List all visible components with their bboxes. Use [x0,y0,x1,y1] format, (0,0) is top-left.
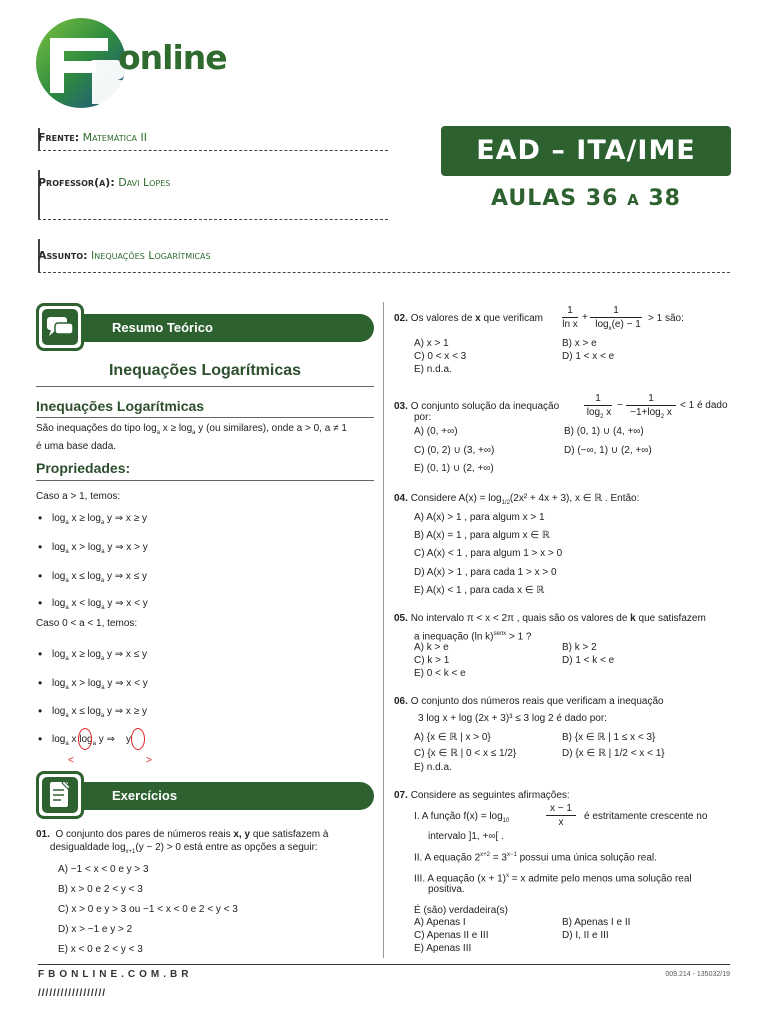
case1-text: Caso a > 1, temos: [36,491,121,502]
q06-option-b: B) {x ∈ ℝ | 1 ≤ x < 3} [562,732,656,743]
q02-option-c: C) 0 < x < 3 [414,351,467,362]
q05-p2: que satisfazem [638,613,706,624]
q04-p1: Considere A(x) = log [410,493,502,504]
aulas-mid: A [627,191,640,209]
footer-slashes: ////////////////// [38,988,107,999]
red-circle-mark-2 [131,728,145,750]
case2-item-3: • $\log_a x \le \log_a y$ ⇒ x ≥ y [52,705,147,723]
q02-f2d-tail: (e) − 1 [611,319,641,330]
q01-p4: (y − 2) > 0 está entre as opções a seguir: [135,842,318,853]
professor-underline [38,219,388,220]
q03-option-a: A) (0, +∞) [414,426,458,437]
frente-value: Matemática II [82,131,147,144]
q05-option-e: E) 0 < k < e [414,668,466,679]
subtitle-rule [36,417,374,418]
q02-frac1-num: 1 [562,304,578,318]
q07-ii-sup1: x+2 [480,852,491,858]
props-title: Propriedades: [36,460,131,476]
c2-r2: y ⇒ x < y [107,678,148,689]
case2-item-1: • $\log_a x \ge \log_a y$ ⇒ x ≤ y [52,648,147,666]
q04-text [394,492,639,510]
q03-tail: < 1 é dado [680,400,728,411]
resumo-title: Inequações Logarítmicas [108,362,302,379]
q05-option-c: C) k > 1 [414,655,450,666]
frente-label: Frente: [38,131,80,144]
q04-option-e: E) A(x) < 1 , para cada x ∈ ℝ [414,585,545,596]
c2-last-c: log [79,734,93,745]
c1-r1: y ⇒ x ≥ y [107,513,147,524]
q06-option-d: D) {x ∈ ℝ | 1/2 < x < 1} [562,748,665,759]
frente-underline [38,150,388,151]
case2-item-2: • $\log_a x > \log_a y$ ⇒ x < y [52,677,148,695]
red-greater-than: > [146,755,152,766]
q07-i-frac-num: x − 1 [546,802,576,816]
logo-text: online [118,38,227,77]
q07-iii-tail: = x admite pelo menos uma solução real [509,873,692,885]
q03-frac1-num: 1 [584,392,612,406]
intro-text: São inequações do tipo $\log_a x \ge \log_a y$ (ou similares), onde a > 0, a ≠ 1 é uma base dada. [36,423,347,452]
footer-code: 009.214 - 135032/19 [665,971,730,978]
c1-r3: y ⇒ x ≤ y [107,571,147,582]
q05-p3: a inequação (ln k) [414,631,494,643]
q02-p2: que verificam [483,313,543,324]
q03-num: 03. [394,401,408,412]
q07-iii-sup: x [506,873,510,879]
case2-item-4: • $\log_a x$ $\log_a y$ ⇒ y [52,733,131,751]
q03-f1d-a: log [586,407,601,418]
speech-bubble-icon [36,303,84,351]
q03-f2d-a: −1+log [630,407,661,418]
q07-ii-mid: = 3 [490,852,507,864]
q04-option-a: A) A(x) > 1 , para algum x > 1 [414,512,545,523]
footer-rule [38,964,730,965]
q01-bold: x, y [230,829,253,840]
q07-ii [414,849,657,864]
q07-option-b: B) Apenas I e II [562,917,631,928]
q02-frac2-num: 1 [590,304,642,318]
aulas-b: 38 [648,186,681,211]
resumo-subtitle: Inequações Logarítmicas [36,398,205,414]
q05-p1: No intervalo π < x < 2π , quais são os valores de [410,613,628,624]
q04-num: 04. [394,493,408,504]
q06-option-a: A) {x ∈ ℝ | x > 0} [414,732,491,743]
q03-frac1-den [584,406,614,424]
q03-f1d-sub: 2 [600,414,604,420]
q06-text [394,695,664,708]
c2-i2: x > log [71,678,102,689]
document-pencil-icon [36,771,84,819]
q07-i-tail: é estritamente crescente no [584,811,708,822]
q01-option-c: C) x > 0 e y > 3 ou −1 < x < 0 e 2 < y < 3 [58,904,238,915]
professor-label: Professor(a): [38,176,115,189]
c2-last-e: y [123,734,132,745]
q07-i-tail2: intervalo ]1, +∞[ . [428,831,504,842]
q04-option-b: B) A(x) = 1 , para algum x ∈ ℝ [414,530,550,541]
q06-option-c: C) {x ∈ ℝ | 0 < x ≤ 1/2} [414,748,517,759]
q03-option-d: D) (−∞, 1) ∪ (2, +∞) [564,445,652,456]
q07-ii-sup2: x−1 [506,852,517,858]
q03-frac2-num: 1 [626,392,676,406]
q02-option-e: E) n.d.a. [414,364,452,375]
c1-i1: x ≥ log [71,513,101,524]
c2-last-b: x [68,734,80,745]
q02-frac1-den: ln x [562,319,578,330]
intro-part4: é uma base dada. [36,441,117,452]
q07-i-sub: 10 [502,818,510,824]
q03-option-c: C) (0, 2) ∪ (3, +∞) [414,445,495,456]
q06-text2: 3 log x + log (2x + 3)³ ≤ 3 log 2 é dado por: [418,713,607,724]
professor-value: Davi Lopes [118,176,171,189]
case1-item-4: • $\log_a x < \log_a y$ ⇒ x < y [52,597,148,615]
q05-option-a: A) k > e [414,642,449,653]
q06-option-e: E) n.d.a. [414,762,452,773]
q01-option-d: D) x > −1 e y > 2 [58,924,133,935]
q02-option-b: B) x > e [562,338,597,349]
footer-url[interactable]: FBONLINE.COM.BR [38,969,193,980]
q03-minus: − [617,400,623,411]
q05-option-b: B) k > 2 [562,642,597,653]
c1-r4: y ⇒ x < y [107,598,148,609]
q07-ii-a: II. A equação 2 [414,852,481,864]
q02-frac2-den [590,318,646,336]
red-circle-mark-1 [78,728,92,750]
intro-part2: x ≥ log [160,423,193,434]
q04-p2: (2x² + 4x + 3), x ∈ ℝ . Então: [509,493,640,504]
q06-num: 06. [394,696,408,707]
q02-f2d-a: log [595,319,609,330]
q07-i-a: I. A função f(x) = log [414,811,503,822]
c2-last-a: log [52,734,66,745]
aulas-a: AULAS 36 [491,186,619,211]
q03-por: por: [414,412,432,423]
q05-option-d: D) 1 < k < e [562,655,615,666]
column-divider [383,302,384,958]
q07-option-d: D) I, II e III [562,930,609,941]
resumo-title-rule [36,386,374,387]
case2-text: Caso 0 < a < 1, temos: [36,618,138,629]
q05-sup: senx [493,631,507,637]
q05-bold: k [627,613,639,624]
c2-r1: y ⇒ x ≤ y [107,649,147,660]
intro-part3: y (ou similares), onde a > 0, a ≠ 1 [195,423,347,434]
q07-ii-tail: possui uma única solução real. [516,852,657,864]
q01-option-a: A) −1 < x < 0 e y > 3 [58,864,149,875]
red-less-than: < [68,755,74,766]
q04-sub: 1/2 [501,500,510,506]
q03-f1d-tail: x [603,407,612,418]
case1-item-3: • $\log_a x \le \log_a y$ ⇒ x ≤ y [52,570,147,588]
q07-option-c: C) Apenas II e III [414,930,489,941]
c1-i3: x ≤ log [71,571,101,582]
q06-p1: O conjunto dos números reais que verificam a inequação [410,696,664,707]
c1-i2: x > log [71,542,102,553]
professor-row [38,176,170,189]
frente-row [38,131,147,144]
q01-p1: O conjunto dos pares de números reais [55,829,231,840]
ead-title: EAD – ITA/IME [441,126,731,176]
q03-option-b: B) (0, 1) ∪ (4, +∞) [564,426,644,437]
q07-option-e: E) Apenas III [414,943,472,954]
q07-option-a: A) Apenas I [414,917,466,928]
q07-text [394,789,570,802]
c2-i1: x ≥ log [71,649,101,660]
q07-ask: É (são) verdadeira(s) [414,905,508,916]
c1-r2: y ⇒ x > y [107,542,148,553]
resumo-banner-label: Resumo Teórico [112,320,213,335]
assunto-row [38,249,211,262]
q02-option-d: D) 1 < x < e [562,351,615,362]
q03-frac2-den [624,406,678,424]
assunto-value: Inequações Logarítmicas [91,249,211,262]
q01-sub: x+1 [125,849,136,855]
exercicios-banner [52,782,374,810]
q02-bold: x [472,313,484,324]
q03-f2d-sub: 2 [660,414,665,420]
q05-text [394,612,706,625]
assunto-underline [38,272,730,273]
q02-f2d-sub: x [608,326,612,332]
props-rule [36,480,374,481]
q03-p1: O conjunto solução da inequação [410,401,560,412]
assunto-label: Assunto: [38,249,88,262]
q02-tail: > 1 são: [648,313,684,324]
q02-option-a: A) x > 1 [414,338,449,349]
q02-num: 02. [394,313,408,324]
q01-option-b: B) x > 0 e 2 < y < 3 [58,884,143,895]
case1-item-2: • $\log_a x > \log_a y$ ⇒ x > y [52,541,148,559]
q03-f2d-tail: x [664,407,672,418]
q03-option-e: E) (0, 1) ∪ (2, +∞) [414,463,494,474]
q01-p2: que satisfazem à [252,829,329,840]
resumo-banner [52,314,374,342]
q07-i [414,810,509,828]
q04-option-d: D) A(x) > 1 , para cada 1 > x > 0 [414,567,557,578]
q01-p3: desigualdade log [49,842,126,853]
exercicios-banner-label: Exercícios [112,788,178,803]
aulas-title [441,186,731,211]
c1-i4: x < log [71,598,102,609]
q07-p1: Considere as seguintes afirmações: [410,790,570,801]
q07-iii-a: III. A equação (x + 1) [414,873,507,885]
q05-num: 05. [394,613,408,624]
q02-p1: Os valores de [410,313,473,324]
q07-num: 07. [394,790,408,801]
q07-i-frac-den: x [558,817,564,828]
q02-plus: + [582,312,588,323]
q07-iii-tail2: positiva. [428,884,465,895]
intro-part1: São inequações do tipo log [36,423,157,434]
q04-option-c: C) A(x) < 1 , para algum 1 > x > 0 [414,548,563,559]
c2-r3: y ⇒ x ≥ y [107,706,147,717]
c2-i3: x ≤ log [71,706,101,717]
case1-item-1: • $\log_a x \ge \log_a y$ ⇒ x ≥ y [52,512,147,530]
q05-p4: > 1 ? [506,631,532,643]
c2-last-d: y ⇒ [95,734,118,745]
q01-option-e: E) x < 0 e 2 < y < 3 [58,944,143,955]
q01-text [36,828,376,859]
q01-num: 01. [36,829,50,840]
